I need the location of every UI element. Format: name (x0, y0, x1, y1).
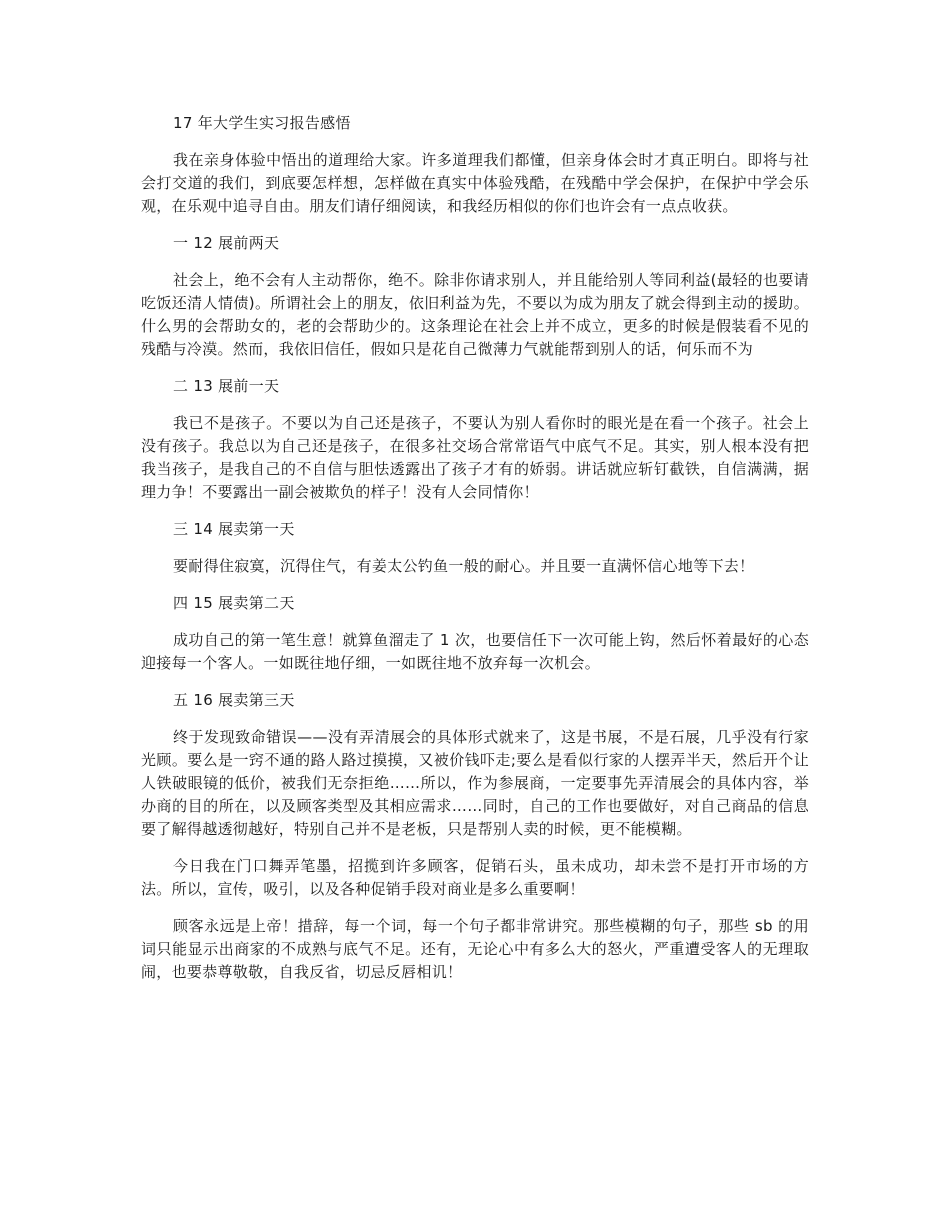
paragraph: 成功自己的第一笔生意！就算鱼溜走了 1 次，也要信任下一次可能上钩，然后怀着最好的心态迎接每一个客人。一如既往地仔细，一如既往地不放弃每一次机会。 (141, 631, 809, 672)
paragraph: 顾客永远是上帝！措辞，每一个词，每一个句子都非常讲究。那些模糊的句子，那些 sb 的用词只能显示出商家的不成熟与底气不足。还有，无论心中有多么大的怒火，严重遭受客人的无理取闹，也要恭尊敬敬，自我反省，切忌反唇相讥！ (141, 917, 809, 981)
section-heading: 三 14 展卖第一天 (173, 520, 295, 538)
document-title: 17 年大学生实习报告感悟 (173, 114, 351, 132)
document-page (141, 112, 809, 998)
section-heading: 五 16 展卖第三天 (173, 691, 295, 709)
section-heading: 二 13 展前一天 (173, 377, 280, 395)
paragraph: 今日我在门口舞弄笔墨，招揽到许多顾客，促销石头，虽未成功，却未尝不是打开市场的方法。所以，宣传，吸引，以及各种促销手段对商业是多么重要啊！ (141, 857, 809, 898)
paragraph: 我在亲身体验中悟出的道理给大家。许多道理我们都懂，但亲身体会时才真正明白。即将与社会打交道的我们，到底要怎样想，怎样做在真实中体验残酷，在残酷中学会保护，在保护中学会乐观，在乐观中追寻自由。朋友们请仔细阅读，和我经历相似的你们也许会有一点点收获。 (141, 151, 809, 215)
section-heading: 一 12 展前两天 (173, 234, 280, 252)
paragraph: 社会上，绝不会有人主动帮你，绝不。除非你请求别人，并且能给别人等同利益(最轻的也要请吃饭还清人情债)。所谓社会上的朋友，依旧利益为先，不要以为成为朋友了就会得到主动的援助。什么男的会帮助女的，老的会帮助少的。这条理论在社会上并不成立，更多的时候是假装看不见的残酷与冷漠。然而，我依旧信任，假如只是花自己微薄力气就能帮到别人的话，何乐而不为 (141, 271, 809, 358)
section-heading: 四 15 展卖第二天 (173, 594, 295, 612)
paragraph: 我已不是孩子。不要以为自己还是孩子，不要认为别人看你时的眼光是在看一个孩子。社会上没有孩子。我总以为自己还是孩子，在很多社交场合常常语气中底气不足。其实，别人根本没有把我当孩子，是我自己的不自信与胆怯透露出了孩子才有的娇弱。讲话就应斩钉截铁，自信满满，据理力争！不要露出一副会被欺负的样子！没有人会同情你！ (141, 414, 809, 501)
paragraph: 终于发现致命错误——没有弄清展会的具体形式就来了，这是书展，不是石展，几乎没有行家光顾。要么是一窍不通的路人路过摸摸，又被价钱吓走;要么是看似行家的人摆弄半天，然后开个让人铁破眼镜的低价，被我们无奈拒绝……所以，作为参展商，一定要事先弄清展会的具体内容，举办商的目的所在，以及顾客类型及其相应需求……同时，自己的工作也要做好，对自己商品的信息要了解得越透彻越好，特别自己并不是老板，只是帮别人卖的时候，更不能模糊。 (141, 728, 809, 838)
paragraph: 要耐得住寂寞，沉得住气，有姜太公钓鱼一般的耐心。并且要一直满怀信心地等下去！ (173, 557, 755, 575)
document-body (141, 149, 809, 984)
